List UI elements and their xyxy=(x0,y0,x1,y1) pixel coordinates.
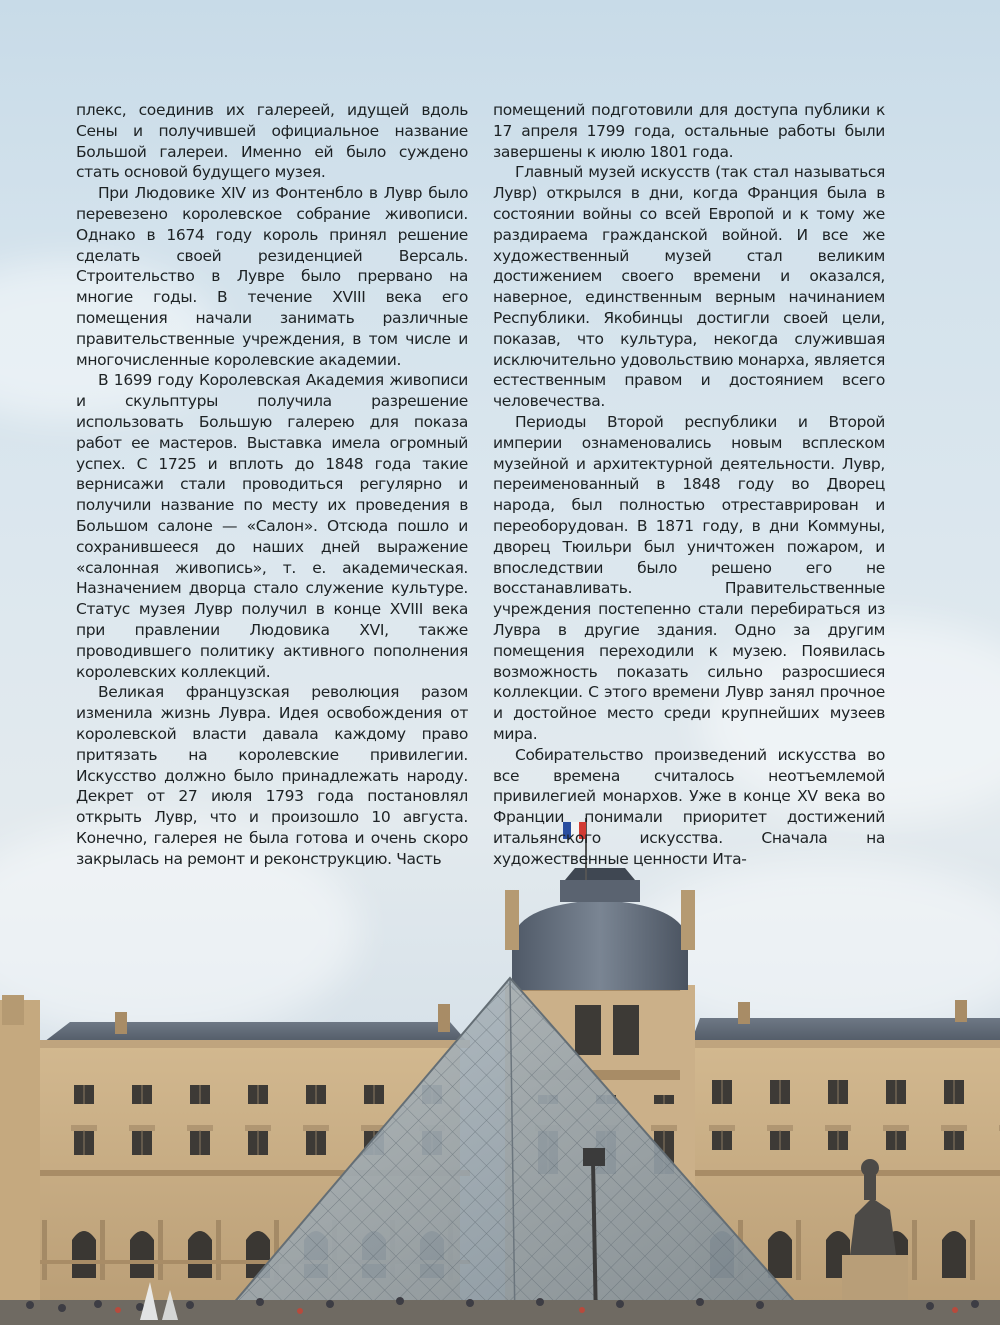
paragraph: В 1699 году Королевская Академия живописи и скульптуры получила разрешение использовать Большую галерею для показа работ ее мастеров. Выставка имела огромный успех. С 1725 и вплоть до 1848 года такие вернисажи стали проводиться регулярно и получили название по месту их проведения в Большом салоне — «Салон». Отсюда пошло и сохранившееся до наших дней выражение «салонная живопись», т. е. академическая. Назначением дворца стало служение культуре. Статус музея Лувр получил в конце XVIII века при правлении Людовика XVI, также проводившего политику активного пополнения королевских коллекций. xyxy=(76,371,468,681)
paragraph: плекс, соединив их галереей, идущей вдоль Сены и получившей официальное название Большой галереи. Именно ей было суждено стать основой будущего музея. xyxy=(76,101,468,182)
paragraph: Периоды Второй республики и Второй империи ознаменовались новым всплеском музейной и архитектурной деятельности. Лувр, переименованный в 1848 году во Дворец народа, был полностью отреставрирован и переоборудован. В 1871 году, в дни Коммуны, дворец Тюильри был уничтожен пожаром, и впоследствии было решено его не восстанавливать. Правительственные учреждения постепенно стали перебираться из Лувра в другие здания. Одно за другим помещения переходили к музею. Появилась возможность показать сильно разросшиеся коллекции. С этого времени Лувр занял прочное и достойное место среди крупнейших музеев мира. xyxy=(493,412,885,743)
text-column-right xyxy=(493,100,885,869)
paragraph: При Людовике XIV из Фонтенбло в Лувр было перевезено королевское собрание живописи. Однако в 1674 году король принял решение сделать своей резиденцией Версаль. Строительство в Лувре было прервано на многие годы. В течение XVIII века его помещения начали занимать различные правительственные учреждения, в том числе и многочисленные королевские академии. xyxy=(76,184,468,369)
text-column-left xyxy=(76,100,468,869)
paragraph: помещений подготовили для доступа публики к 17 апреля 1799 года, остальные работы были завершены к июлю 1801 года. xyxy=(493,101,885,161)
paragraph: Главный музей искусств (так стал называться Лувр) открылся в дни, когда Франция была в состоянии войны со всей Европой и к тому же раздираема гражданской войной. И все же художественный музей стал великим достижением своего времени и оказался, наверное, единственным верным начинанием Республики. Якобинцы достигли своей цели, показав, что культура, некогда служившая исключительно удовольствию монарха, является естественным правом и достоянием всего человечества. xyxy=(493,163,885,411)
paragraph: Собирательство произведений искусства во все времена считалось неотъемлемой привилегией монархов. Уже в конце XV века во Франции понимали приоритет достижений итальянского искусства. Сначала на художественные ценности Ита- xyxy=(493,745,885,868)
paragraph: Великая французская революция разом изменила жизнь Лувра. Идея освобождения от королевской власти давала каждому право притязать на королевские привилегии. Искусство должно было принадлежать народу. Декрет от 27 июля 1793 года постановлял открыть Лувр, что и произошло 10 августа. Конечно, галерея не была готова и очень скоро закрылась на ремонт и реконструкцию. Часть xyxy=(76,683,468,868)
